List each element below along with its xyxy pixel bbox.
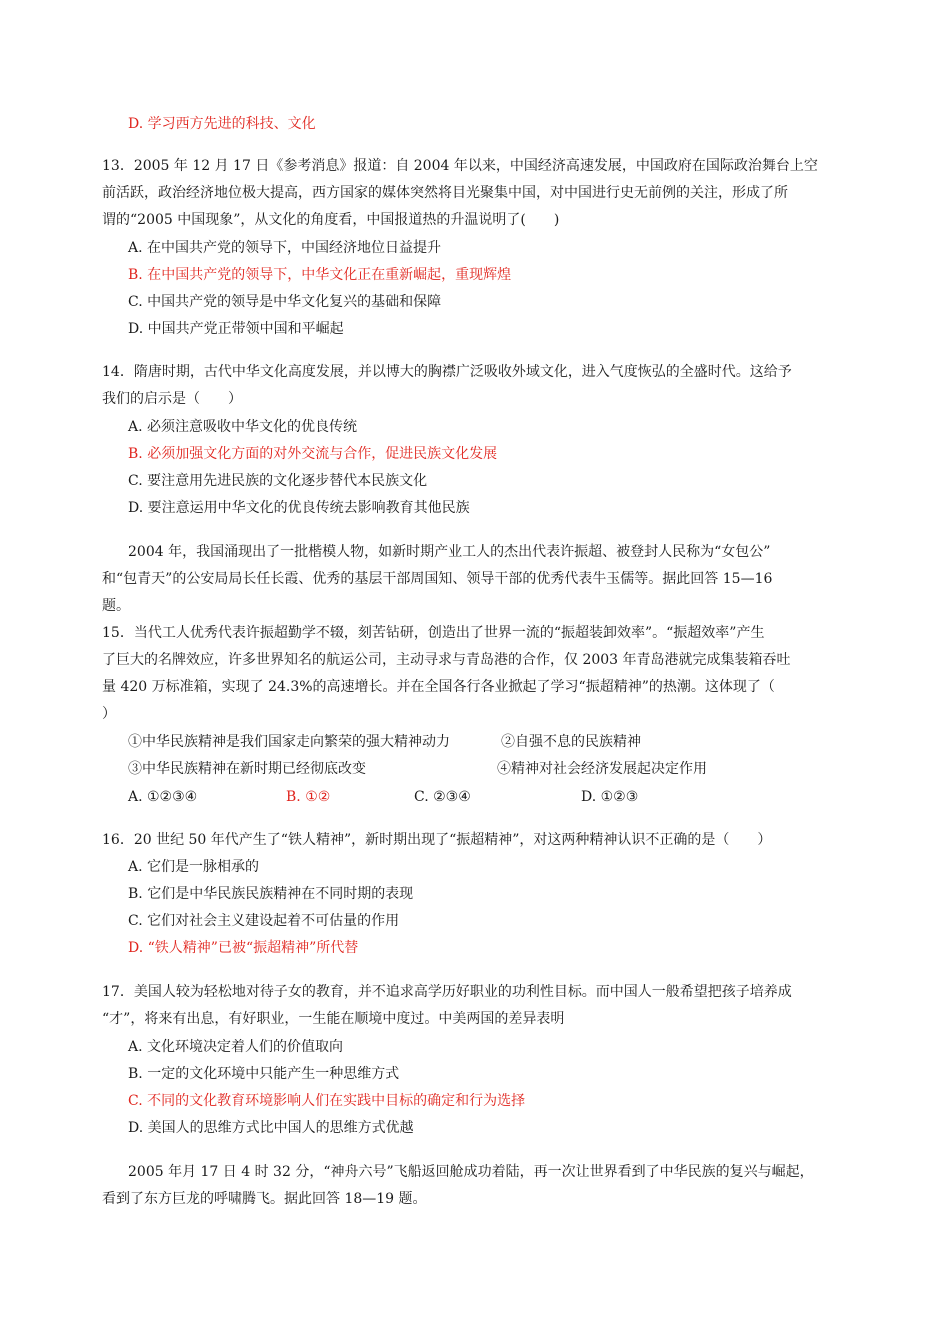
- q14-stem-line: 14．隋唐时期，古代中华文化高度发展，并以博大的胸襟广泛吸收外域文化，进入气度恢弘的全盛时代。这给予: [102, 364, 792, 380]
- q14-option-b: B. 必须加强文化方面的对外交流与合作，促进民族文化发展: [128, 446, 498, 462]
- q17-option-b: B. 一定的文化环境中只能产生一种思维方式: [128, 1066, 400, 1082]
- q17-option-a: A. 文化环境决定着人们的价值取向: [128, 1039, 344, 1055]
- q17-stem-line: 17．美国人较为轻松地对待子女的教育，并不追求高学历好职业的功利性目标。而中国人一般希望把孩子培养成: [102, 984, 792, 1000]
- q15-item-2: ②自强不息的民族精神: [501, 734, 641, 750]
- q14-stem-line: 我们的启示是（ ）: [102, 391, 242, 407]
- material-line: 看到了东方巨龙的呼啸腾飞。据此回答 18—19 题。: [102, 1191, 427, 1207]
- q16-option-a: A. 它们是一脉相承的: [128, 859, 260, 875]
- q13-option-b: B. 在中国共产党的领导下，中华文化正在重新崛起，重现辉煌: [128, 267, 512, 283]
- material-line: 2005 年月 17 日 4 时 32 分，“神舟六号”飞船返回舱成功着陆，再一次让世界看到了中华民族的复兴与崛起，: [128, 1164, 814, 1180]
- q15-choice-c: C. ②③④: [414, 789, 471, 805]
- q17-stem-line: “才”，将来有出息，有好职业，一生能在顺境中度过。中美两国的差异表明: [102, 1011, 565, 1027]
- q14-option-d: D. 要注意运用中华文化的优良传统去影响教育其他民族: [128, 500, 470, 516]
- q13-stem-line: 谓的“2005 中国现象”，从文化的角度看，中国报道热的升温说明了( ): [102, 212, 560, 228]
- material-line: 题。: [102, 598, 130, 614]
- material-line: 和“包青天”的公安局局长任长霞、优秀的基层干部周国知、领导干部的优秀代表牛玉儒等。据此回答 15—16: [102, 571, 773, 587]
- q13-stem-line: 前活跃，政治经济地位极大提高，西方国家的媒体突然将目光聚集中国，对中国进行史无前例的关注，形成了所: [102, 185, 788, 201]
- q15-item-4: ④精神对社会经济发展起决定作用: [497, 761, 707, 777]
- q13-stem-line: 13．2005 年 12 月 17 日《参考消息》报道：自 2004 年以来，中国经济高速发展，中国政府在国际政治舞台上空: [102, 158, 818, 174]
- q13-option-a: A. 在中国共产党的领导下，中国经济地位日益提升: [128, 240, 442, 256]
- q15-choice-a: A. ①②③④: [128, 789, 198, 805]
- q14-option-c: C. 要注意用先进民族的文化逐步替代本民族文化: [128, 473, 428, 489]
- q16-option-c: C. 它们对社会主义建设起着不可估量的作用: [128, 913, 400, 929]
- q17-option-c: C. 不同的文化教育环境影响人们在实践中目标的确定和行为选择: [128, 1093, 526, 1109]
- q15-stem-line: 15．当代工人优秀代表许振超勤学不辍，刻苦钻研，创造出了世界一流的“振超装卸效率”。“振超效率”产生: [102, 625, 765, 641]
- q13-option-d: D. 中国共产党正带领中国和平崛起: [128, 321, 344, 337]
- q12-option-d: D. 学习西方先进的科技、文化: [128, 116, 316, 132]
- q16-stem-line: 16．20 世纪 50 年代产生了“铁人精神”，新时期出现了“振超精神”，对这两种精神认识不正确的是（ ）: [102, 832, 772, 848]
- q15-item-3: ③中华民族精神在新时期已经彻底改变: [128, 761, 366, 777]
- material-line: 2004 年，我国涌现出了一批楷模人物，如新时期产业工人的杰出代表许振超、被登封人民称为“女包公”: [128, 544, 771, 560]
- q15-choice-d: D. ①②③: [581, 789, 639, 805]
- q15-stem-line: ）: [102, 706, 116, 722]
- q15-choice-b: B. ①②: [286, 789, 331, 805]
- q15-stem-line: 了巨大的名牌效应，许多世界知名的航运公司，主动寻求与青岛港的合作，仅 2003 年青岛港就完成集装箱吞吐: [102, 652, 791, 668]
- q14-option-a: A. 必须注意吸收中华文化的优良传统: [128, 419, 358, 435]
- q15-stem-line: 量 420 万标准箱，实现了 24.3%的高速增长。并在全国各行各业掀起了学习“振超精神”的热潮。这体现了（: [102, 679, 775, 695]
- q13-option-c: C. 中国共产党的领导是中华文化复兴的基础和保障: [128, 294, 442, 310]
- q16-option-b: B. 它们是中华民族民族精神在不同时期的表现: [128, 886, 414, 902]
- q17-option-d: D. 美国人的思维方式比中国人的思维方式优越: [128, 1120, 414, 1136]
- q15-item-1: ①中华民族精神是我们国家走向繁荣的强大精神动力: [128, 734, 450, 750]
- q16-option-d: D. “铁人精神”已被“振超精神”所代替: [128, 940, 359, 956]
